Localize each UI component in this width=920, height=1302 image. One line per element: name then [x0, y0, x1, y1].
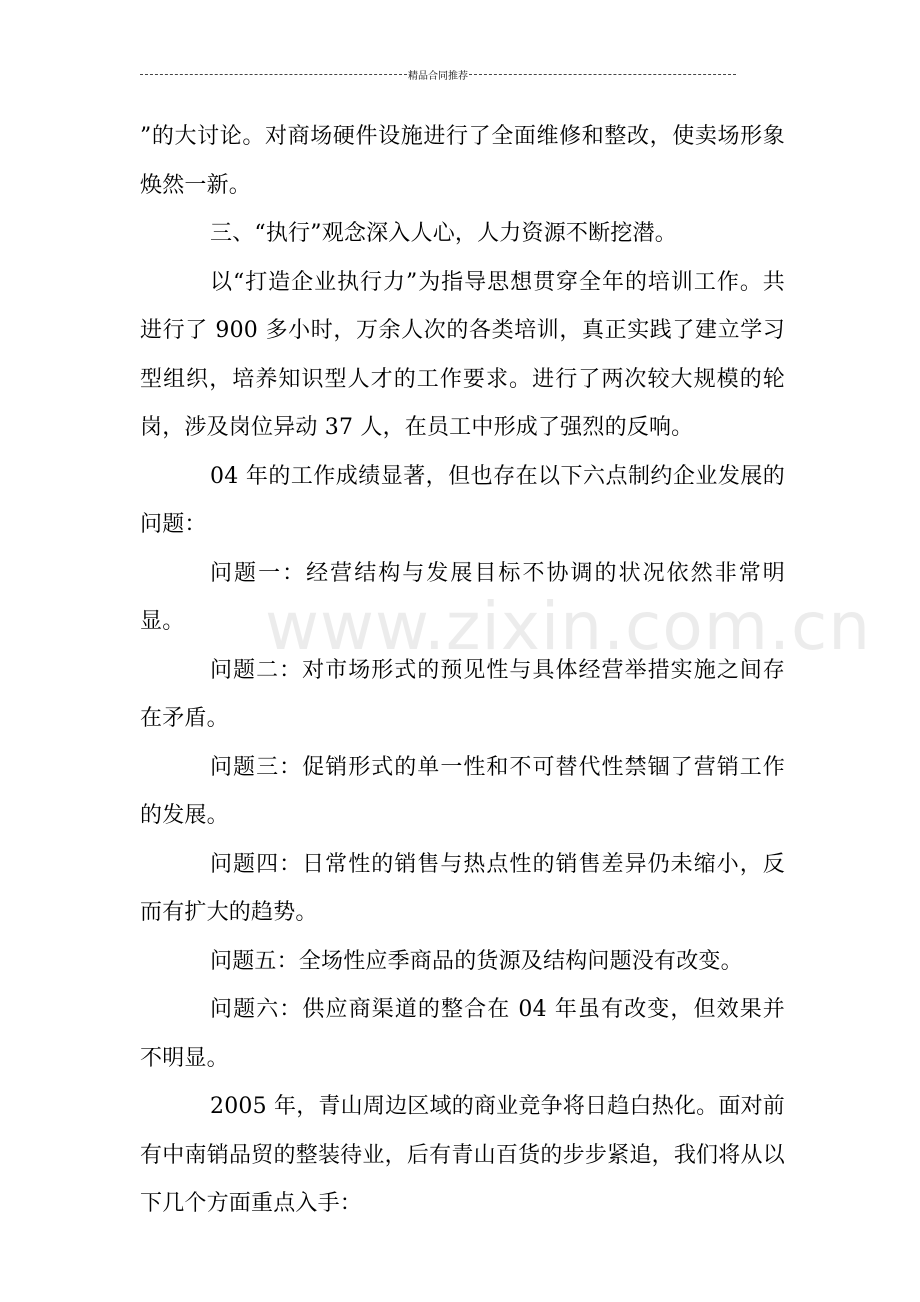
paragraph: 以“打造企业执行力”为指导思想贯穿全年的培训工作。共进行了 900 多小时，万余人次的各类培训，真正实践了建立学习型组织，培养知识型人才的工作要求。进行了两次较大规模的轮岗，涉及岗位异动 37 人，在员工中形成了强烈的反响。	[140, 269, 785, 440]
paragraph-problem-2: 问题二：对市场形式的预见性与具体经营举措实施之间存在矛盾。	[140, 657, 785, 731]
document-body	[140, 113, 872, 1229]
paragraph-problem-5: 问题五：全场性应季商品的货源及结构问题没有改变。	[210, 948, 743, 974]
paragraph-problem-1: 问题一：经营结构与发展目标不协调的状况依然非常明显。	[140, 560, 785, 634]
paragraph-problem-4: 问题四：日常性的销售与热点性的销售差异仍未缩小，反而有扩大的趋势。	[140, 851, 785, 925]
paragraph: ”的大讨论。对商场硬件设施进行了全面维修和整改，使卖场形象焕然一新。	[140, 124, 785, 198]
header-dashed-rule-left	[140, 74, 407, 75]
watermark: www.zixin.com.cn	[265, 588, 872, 665]
paragraph-heading: 三、“执行”观念深入人心，人力资源不断挖潜。	[210, 221, 677, 246]
paragraph: 04 年的工作成绩显著，但也存在以下六点制约企业发展的问题：	[140, 463, 785, 537]
header-label: 精品合同推荐	[408, 70, 468, 82]
page-header	[140, 64, 736, 84]
paragraph-problem-3: 问题三：促销形式的单一性和不可替代性禁锢了营销工作的发展。	[140, 754, 785, 828]
paragraph-problem-6: 问题六：供应商渠道的整合在 04 年虽有改变，但效果并不明显。	[140, 997, 785, 1071]
paragraph: 2005 年，青山周边区域的商业竞争将日趋白热化。面对前有中南销品贸的整装待业，后有青山百货的步步紧追，我们将从以下几个方面重点入手：	[140, 1094, 785, 1216]
header-dashed-rule-right	[469, 74, 736, 75]
